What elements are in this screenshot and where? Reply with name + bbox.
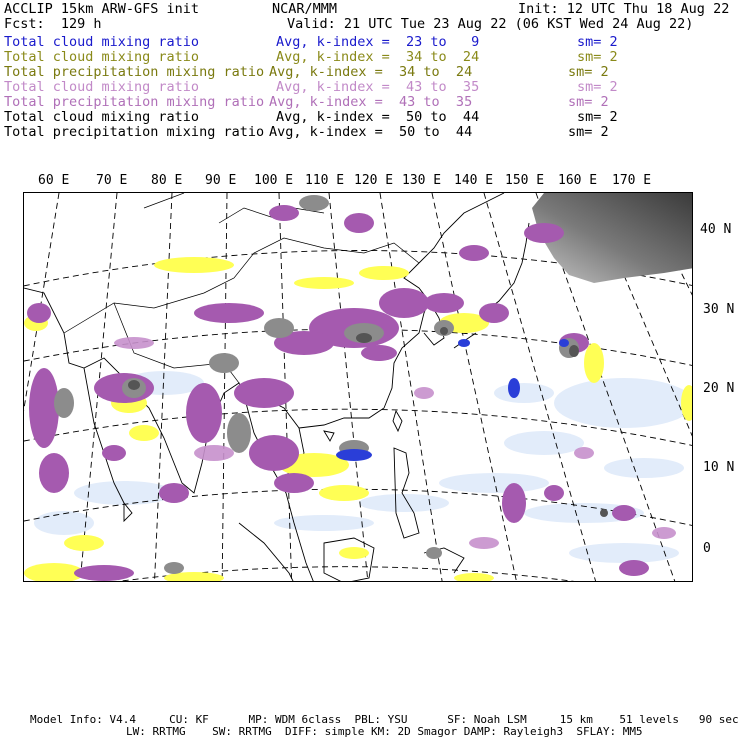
map-panel <box>23 192 693 582</box>
field-3-name: Total cloud mixing ratio <box>4 79 200 95</box>
lon-label-170: 170 E <box>612 173 652 188</box>
field-1-sm: sm= 2 <box>577 49 618 65</box>
model-info-line-1: Model Info: V4.4 CU: KF MP: WDM 6class PBL: YSU SF: Noah LSM 15 km 51 levels 90 sec <box>30 713 739 726</box>
lon-label-100: 100 E <box>254 173 294 188</box>
institution-label: NCAR/MMM <box>272 1 338 17</box>
map-canvas <box>24 193 693 582</box>
field-3-sm: sm= 2 <box>577 79 618 95</box>
field-5-avg: Avg, k-index = 50 to 44 <box>276 109 480 125</box>
model-title: ACCLIP 15km ARW-GFS init <box>4 1 200 17</box>
field-2-name: Total precipitation mixing ratio <box>4 64 265 80</box>
field-6-name: Total precipitation mixing ratio <box>4 124 265 140</box>
field-2-avg: Avg, k-index = 34 to 24 <box>269 64 473 80</box>
field-0-name: Total cloud mixing ratio <box>4 34 200 50</box>
lon-label-80: 80 E <box>151 173 183 188</box>
field-0-sm: sm= 2 <box>577 34 618 50</box>
field-1-avg: Avg, k-index = 34 to 24 <box>276 49 480 65</box>
lon-label-130: 130 E <box>402 173 442 188</box>
field-0-avg: Avg, k-index = 23 to 9 <box>276 34 480 50</box>
field-4-sm: sm= 2 <box>568 94 609 110</box>
field-6-avg: Avg, k-index = 50 to 44 <box>269 124 473 140</box>
lon-label-70: 70 E <box>96 173 128 188</box>
field-1-name: Total cloud mixing ratio <box>4 49 200 65</box>
model-info-line-2: LW: RRTMG SW: RRTMG DIFF: simple KM: 2D Smagor DAMP: Rayleigh3 SFLAY: MM5 <box>126 725 643 738</box>
lat-label-20: 20 N <box>703 381 735 396</box>
field-3-avg: Avg, k-index = 43 to 35 <box>276 79 480 95</box>
field-2-sm: sm= 2 <box>568 64 609 80</box>
lon-label-120: 120 E <box>354 173 394 188</box>
lon-label-140: 140 E <box>454 173 494 188</box>
lon-label-60: 60 E <box>38 173 70 188</box>
field-6-sm: sm= 2 <box>568 124 609 140</box>
field-4-avg: Avg, k-index = 43 to 35 <box>269 94 473 110</box>
lon-label-110: 110 E <box>305 173 345 188</box>
field-4-name: Total precipitation mixing ratio <box>4 94 265 110</box>
lon-label-160: 160 E <box>558 173 598 188</box>
lon-label-150: 150 E <box>505 173 545 188</box>
lat-label-0: 0 <box>703 541 711 556</box>
valid-time: Valid: 21 UTC Tue 23 Aug 22 (06 KST Wed 24 Aug 22) <box>287 16 694 32</box>
lat-label-30: 30 N <box>703 302 735 317</box>
lat-label-10: 10 N <box>703 460 735 475</box>
init-time: Init: 12 UTC Thu 18 Aug 22 <box>518 1 730 17</box>
lon-label-90: 90 E <box>205 173 237 188</box>
forecast-hour: Fcst: 129 h <box>4 16 102 32</box>
field-5-sm: sm= 2 <box>577 109 618 125</box>
lat-label-40: 40 N <box>700 222 732 237</box>
field-5-name: Total cloud mixing ratio <box>4 109 200 125</box>
